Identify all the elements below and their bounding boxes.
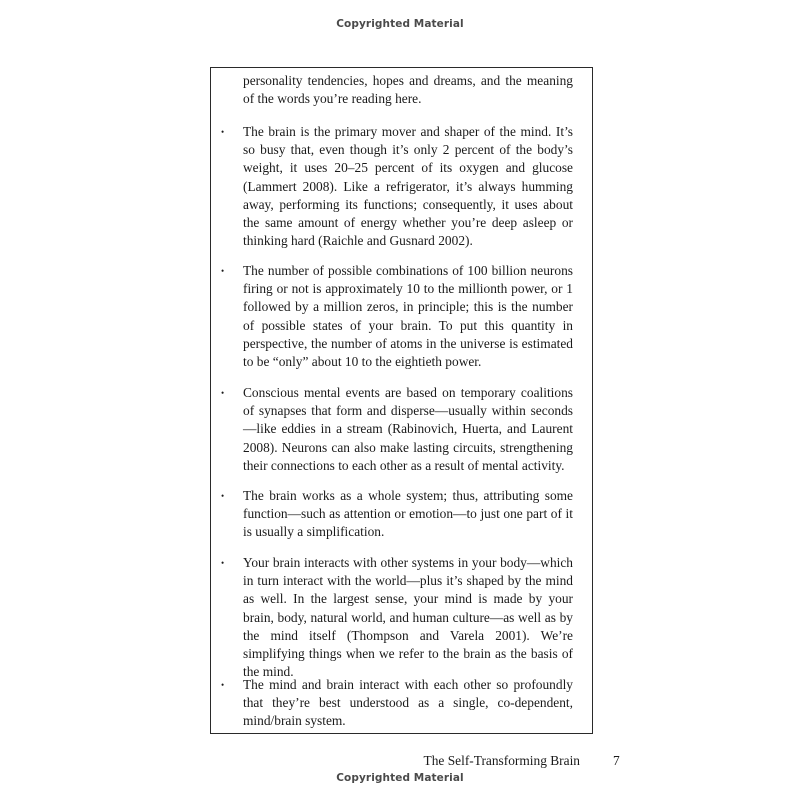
page-content-frame bbox=[210, 67, 593, 734]
copyright-notice-bottom: Copyrighted Material bbox=[336, 772, 464, 784]
lead-paragraph: personality tendencies, hopes and dreams, and the meaning of the words you’re reading here. bbox=[243, 73, 573, 107]
bullet-marker: • bbox=[221, 266, 225, 276]
list-item-text: The number of possible combinations of 100 billion neurons firing or not is approximately 10 to the millionth power, or 1 followed by a million zeros, in principle; this is the number of possible states of your brain. To put this quantity in perspective, the number of atoms in the universe is estimated to be “only” about 10 to the eightieth power. bbox=[243, 263, 573, 370]
list-item-text: The brain works as a whole system; thus, attributing some function—such as attention or emotion—to just one part of it is usually a simplification. bbox=[243, 488, 573, 540]
list-item-text: The mind and brain interact with each other so profoundly that they’re best understood as a single, co-dependent, mind/brain system. bbox=[243, 677, 573, 729]
copyright-notice-top: Copyrighted Material bbox=[336, 18, 464, 30]
list-item-text: Conscious mental events are based on temporary coalitions of synapses that form and disperse—usually within seconds—like eddies in a stream (Rabinovich, Huerta, and Laurent 2008). Neurons can also make lasting circuits, strengthening their connections to each other as a result of mental activity. bbox=[243, 385, 573, 473]
bullet-marker: • bbox=[221, 127, 225, 137]
running-title: The Self-Transforming Brain bbox=[423, 753, 580, 768]
bullet-marker: • bbox=[221, 558, 225, 568]
bullet-marker: • bbox=[221, 680, 225, 690]
bullet-marker: • bbox=[221, 388, 225, 398]
page-number: 7 bbox=[613, 753, 620, 768]
bullet-marker: • bbox=[221, 491, 225, 501]
page-footer bbox=[0, 752, 800, 772]
list-item-text: The brain is the primary mover and shaper of the mind. It’s so busy that, even though it’s only 2 percent of the body’s weight, it uses 20–25 percent of its oxygen and glucose (Lammert 2008). Like a refrigerator, it’s always humming away, performing its functions; consequently, it uses about the same amount of energy whether you’re deep asleep or thinking hard (Raichle and Gusnard 2002). bbox=[243, 124, 573, 249]
list-item-text: Your brain interacts with other systems in your body—which in turn interact with the world—plus it’s shaped by the mind as well. In the largest sense, your mind is made by your brain, body, natural world, and human culture—as well as by the mind itself (Thompson and Varela 2001). We’re simplifying things when we refer to the brain as the basis of the mind. bbox=[243, 555, 573, 680]
